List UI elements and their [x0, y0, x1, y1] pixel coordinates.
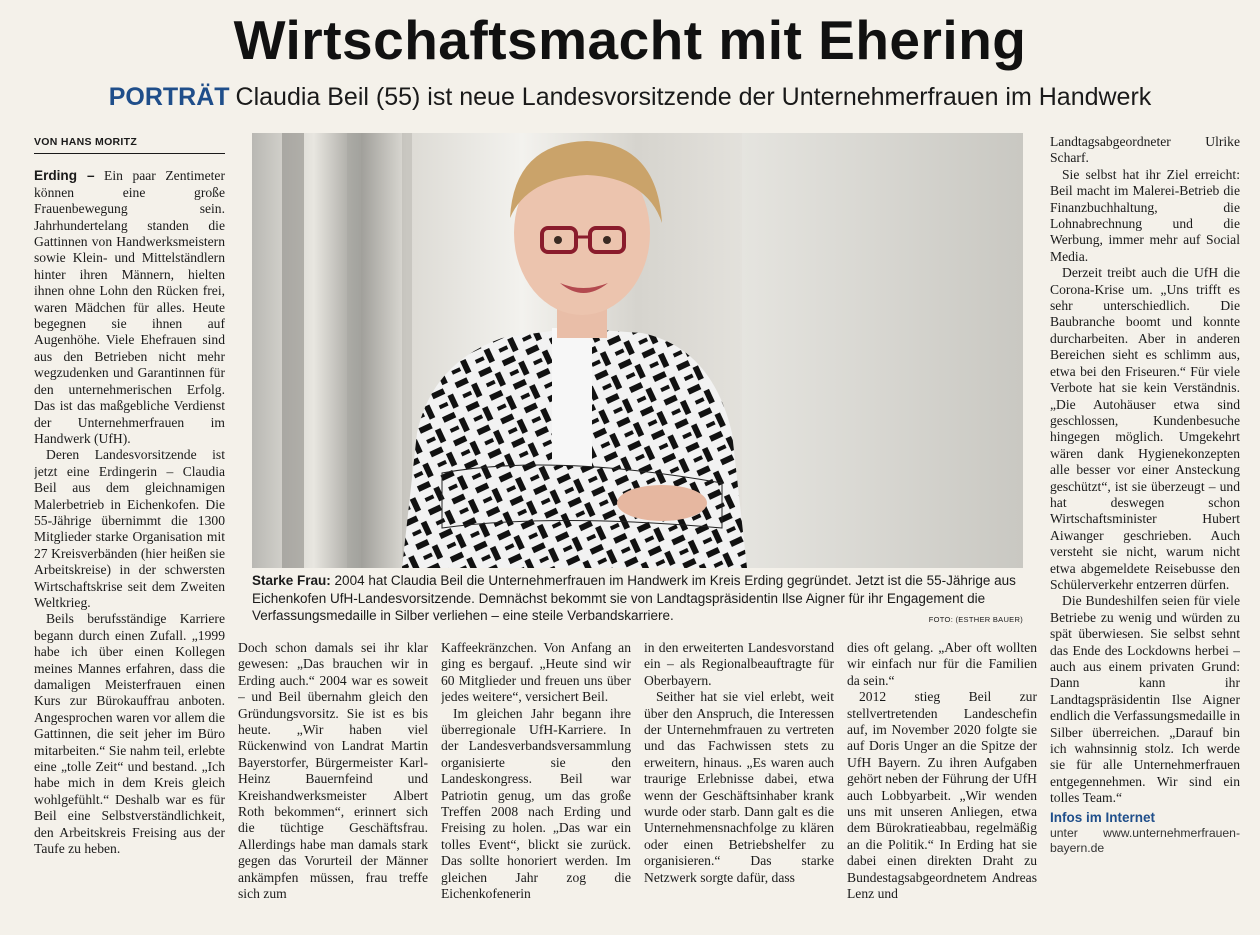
- article-column-5: [847, 640, 1037, 924]
- paragraph: Beils berufsständige Karriere begann durch einen Zufall. „1999 habe ich über einen Kollegen meines Mannes erfahren, dass die damaligen Meisterfrauen einen Kurs zur Bürokauffrau anboten. Angesprochen waren vor allem die Gattinnen, die seit jeher im Büro mitarbeiten.“ Sie nahm teil, erlebte eine „tolle Zeit“ und bestand. „Ich habe mich in dem Kreis gleich wohlgefühlt.“ Deshalb war es für Beil eine Selbstverständlichkeit, den Arbeitskreis Freising aus der Taufe zu heben.: [34, 611, 225, 857]
- paragraph: in den erweiterten Landesvorstand ein – als Regionalbeauftragte für Oberbayern.: [644, 640, 834, 688]
- paragraph: Landtagsabgeordneter Ulrike Scharf.: [1050, 134, 1240, 166]
- infobox-text: unter www.unternehmerfrauen-bayern.de: [1050, 826, 1240, 856]
- portrait-illustration: [252, 133, 1023, 568]
- paragraph: Die Bundeshilfen seien für viele Betriebe zu wenig und würden zu spät überwiesen. Sie selbst sehnt das Ende des Lockdowns herbei – auch aus einem privaten Grund: Dann kann ihr Landtagspräsidentin Ilse Aigner endlich die Verfassungsmedaille in Silber überreichen. „Darauf bin ich wahnsinnig stolz. Ich werde sie für alle Unternehmerfrauen entgegennehmen. Wir sind ein tolles Team.“: [1050, 593, 1240, 806]
- article-column-6: [1050, 134, 1240, 924]
- photo-caption: [252, 572, 1023, 629]
- paragraph: Kaffeekränzchen. Von Anfang an ging es bergauf. „Heute sind wir 60 Mitglieder und freuen uns über jedes weitere“, versichert Beil.: [441, 640, 631, 705]
- portrait-photo: [252, 133, 1023, 568]
- lead-paragraph: [34, 168, 225, 447]
- paragraph: Sie selbst hat ihr Ziel erreicht: Beil macht im Malerei-Betrieb die Finanzbuchhaltung, die Lohnabrechnung und die Werbung, immer mehr auf Social Media.: [1050, 166, 1240, 264]
- headline: Wirtschaftsmacht mit Ehering: [233, 9, 1027, 71]
- article-column-1: [34, 134, 225, 924]
- infobox-title: Infos im Internet: [1050, 809, 1156, 825]
- paragraph: Deren Landesvorsitzende ist jetzt eine Erdingerin – Claudia Beil aus dem gleichnamigen Malerbetrieb in Eichenkofen. Die 55-Jährige übernimmt die 1300 Mitglieder starke Organisation mit 27 Kreisverbänden (hier heißen sie Arbeitskreise) in der schwersten Wirtschaftskrise seit dem Zweiten Weltkrieg.: [34, 447, 225, 610]
- byline: VON HANS MORITZ: [34, 134, 225, 154]
- paragraph: 2012 stieg Beil zur stellvertretenden Landeschefin auf, im November 2020 folgte sie auf Doris Unger an die Spitze der UfH Bayern. Zu ihren Aufgaben gehört neben der Führung der UfH auch Lobbyarbeit. „Wir wenden uns mit unseren Anliegen, etwa dem Bürokratieabbau, regelmäßig an die Politik.“ In Erding hat sie dabei einen direkten Draht zu Bundestagsabgeordnetem Andreas Lenz und: [847, 689, 1037, 902]
- paragraph: dies oft gelang. „Aber oft wollten wir einfach nur für die Familien da sein.“: [847, 640, 1037, 688]
- kicker: PORTRÄT: [108, 83, 230, 111]
- subline-text: Claudia Beil (55) ist neue Landesvorsitzende der Unternehmerfrauen im Handwerk: [235, 83, 1152, 111]
- article-column-2: [238, 640, 428, 924]
- dateline: Erding –: [34, 168, 95, 184]
- lead-text: Ein paar Zentimeter können eine große Frauenbewegung sein. Jahrhundertelang standen die Gattinnen von Handwerksmeistern sowie Klein- und Mittelständlern hinter ihren Männern, hielten ihnen ohne Lohn den Rücken frei, waren Mädchen für alles. Heute begegnen sie ihnen auf Augenhöhe. Viele Ehefrauen sind aus den Betrieben nicht mehr wegzudenken und Garantinnen für den unternehmerischen Erfolg. Das ist das maßgebliche Verdienst der Unternehmerfrauen im Handwerk (UfH).: [34, 168, 225, 446]
- paragraph: Doch schon damals sei ihr klar gewesen: „Das brauchen wir in Erding auch.“ 2004 war es soweit – und Beil übernahm gleich den Gründungsvorsitz. Sie ist es bis heute. „Wir haben viel Rückenwind von Landrat Martin Bayerstorfer, Bürgermeister Karl-Heinz Bauernfeind und Kreishandwerksmeister Albert Roth bekommen“, erinnert sich die tüchtige Geschäftsfrau. Allerdings habe man damals stark gegen das Vorurteil der Männer ankämpfen müssen, frau treffe sich zum: [238, 640, 428, 902]
- article-column-3: [441, 640, 631, 924]
- paragraph: Im gleichen Jahr begann ihre überregionale UfH-Karriere. In der Landesverbandsversammlung organisierte sie den Landeskongress. Beil war Patriotin genug, um das große Treffen 2008 nach Erding und Freising zu holen. „Das war ein tolles Event“, blickt sie zurück. Das sollte honoriert werden. Im gleichen Jahr zog die Eichenkofenerin: [441, 705, 631, 902]
- photo-credit: FOTO: (ESTHER BAUER): [928, 615, 1023, 624]
- paragraph: Derzeit treibt auch die UfH die Corona-Krise um. „Uns trifft es sehr unterschiedlich. Die Baubranche boomt und konnte durcharbeiten. Aber in anderen Bereichen sieht es schlimm aus, etwa bei den Friseuren.“ Für viele Verbote hat sie kein Verständnis. „Die Autohäuser etwa sind geschlossen, Kundenbesuche hingegen möglich. Umgekehrt wären dank Hygienekonzepten alle besser vor einer Ansteckung geschützt“, ist sie überzeugt – und hat deswegen schon Wirtschaftsminister Hubert Aiwanger geschrieben. Auch versteht sie nicht, warum nicht etwa abgemeldete Reisebusse den Schülerverkehr entzerren dürfen.: [1050, 265, 1240, 592]
- caption-text: 2004 hat Claudia Beil die Unternehmerfrauen im Handwerk im Kreis Erding gegründet. Jetzt ist die 55-Jährige aus Eichenkofen UfH-Landesvorsitzende. Demnächst bekommt sie von Landtagspräsidentin Ilse Aigner für ihr Engagement die Verfassungsmedaille in Silber verliehen – eine steile Verbandskarriere.: [252, 573, 1016, 623]
- paragraph: Seither hat sie viel erlebt, weit über den Anspruch, die Interessen der Unternehmfrauen zu vertreten und das Fachwissen stets zu erweitern, hinaus. „Es waren auch traurige Erlebnisse dabei, etwa wenn der Geschäftsinhaber krank wurde oder starb. Dann galt es die Unternehmensnachfolge zu klären oder einen Betriebshelfer zu organisieren.“ Das starke Netzwerk sorgte dafür, dass: [644, 689, 834, 885]
- article-column-4: [644, 640, 834, 924]
- subline: [0, 80, 1260, 114]
- caption-label: Starke Frau:: [252, 573, 331, 588]
